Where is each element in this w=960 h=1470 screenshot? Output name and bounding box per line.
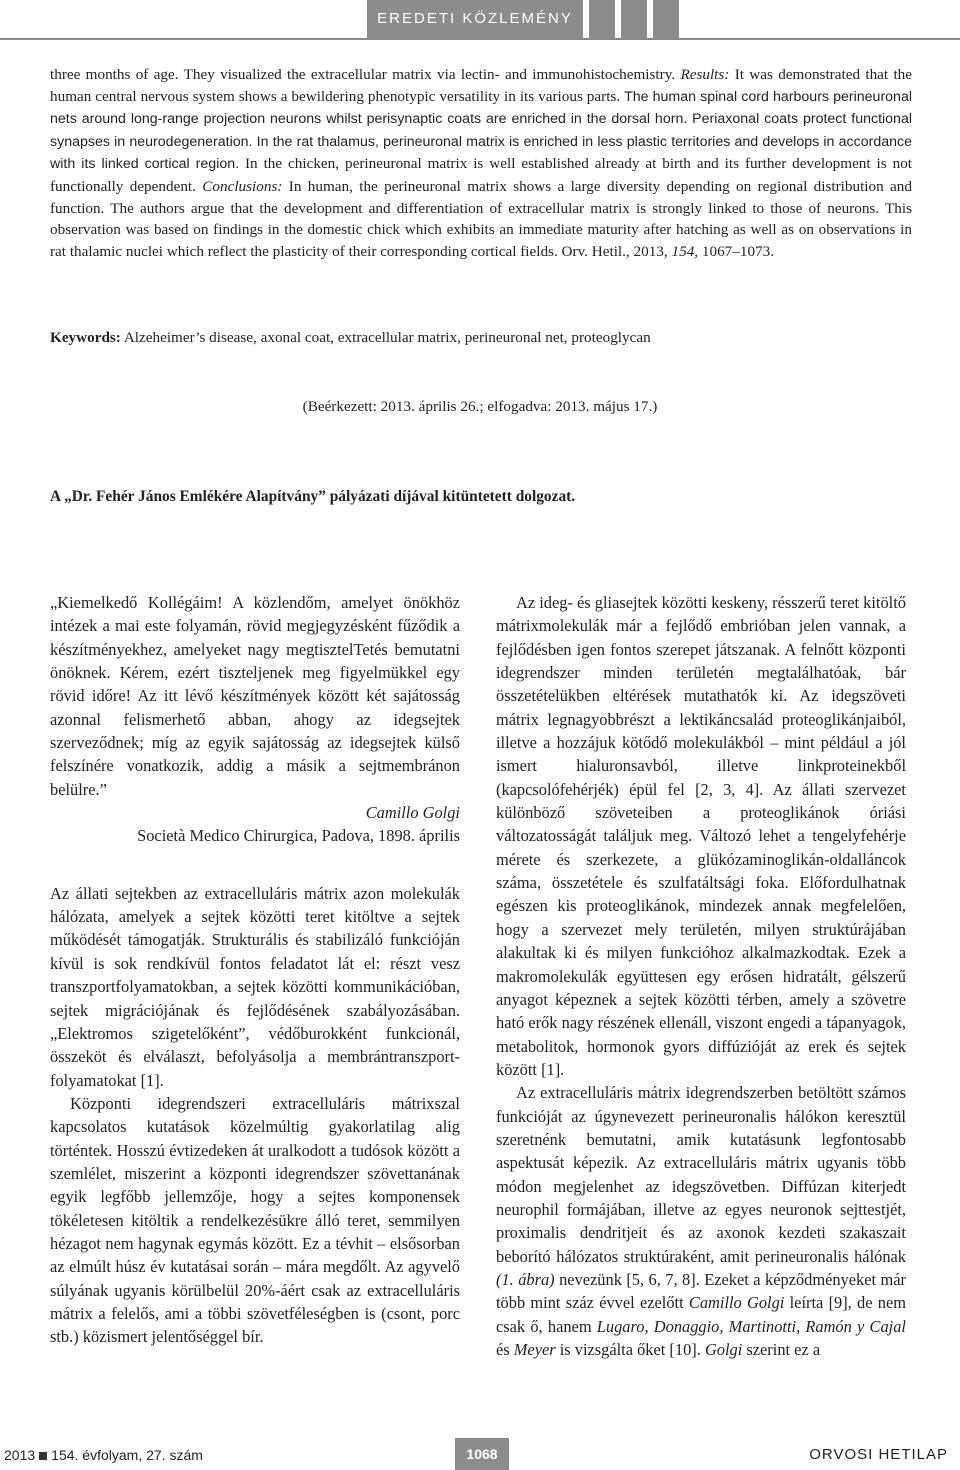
keywords: [50, 327, 912, 348]
person-name: Golgi: [704, 1340, 743, 1359]
section-label: EREDETI KÖZLEMÉNY: [367, 0, 583, 38]
header-decor-block: [589, 0, 615, 38]
page-number: 1068: [455, 1438, 509, 1470]
body-paragraph: Az állati sejtekben az extracelluláris mátrix azon molekulák hálózata, amelyek a sejtek közötti teret kitöltve a sejtek működését támogatják. Strukturális és stabilizáló funkcióján kívül is sok rendkívül fontos feladatot lát el: részt vesz transzportfolyamatokban, a sejtek közötti kommunikációban, sejtek migrációjának és fejlődésének szabályozásában. „Elektromos szigetelőként”, védőburokként funkcionál, összeköt és elválaszt, befolyásolja a membrántranszport-folyamatokat [1].: [50, 883, 460, 1090]
body-paragraph: [496, 1081, 906, 1361]
results-label: Results:: [680, 66, 730, 83]
conclusions-label: Conclusions:: [202, 177, 283, 195]
body-paragraph: Az ideg- és gliasejtek közötti keskeny, résszerű teret kitöltő mátrixmolekulák már a fejlődő embrióban jelen vannak, a fejlődésben igen fontos szerepet játszanak. A felnőtt központi idegrendszer minden területén megtalálhatóak, bár összetételükben eltérések mutathatók ki. Az idegszöveti mátrix legnagyobbrészt a lektikáncsalád proteoglikánjaiból, illetve a hozzájuk kötődő molekulákból – mint például a jól ismert hialuronsavból, illetve linkproteinekből (kapcsolófehérjék) épül fel [2, 3, 4]. Az állati szervezet különböző szöveteiben a proteoglikánok óriási változatosságát találjuk meg. Változó lehet a tengelyfehérje mérete és szerkezete, a glükózaminoglikán-oldalláncok száma, összetétele és szulfatáltsági foka. Előfordulhatnak egészen kis proteoglikánok, mindezek annak megfelelően, hogy a szervezet mely területén, milyen struktúrájában alakultak ki és milyen funkcióhoz alkalmazkodtak. Ezek a makromolekulák együttesen egy erősen hidratált, gélszerű anyagot képeznek a sejtek közötti térben, amely a szövetre ható erők nagy részének ellenáll, viszont engedi a tápanyagok, metabolitok, hormonok gyors diffúzióját az erek és sejtek között [1].: [496, 593, 906, 1079]
abstract-part: three months of age. They visualized the extracellular matrix via lectin- and immunohistochemistry.: [50, 66, 681, 83]
left-column: [50, 591, 460, 1349]
running-header: [0, 0, 960, 40]
header-rule: [0, 38, 960, 40]
citation-pages: 1067–1073.: [698, 242, 775, 260]
text-run: nevezünk [5, 6, 7, 8]. Ezeket a képződményeket már több mint száz évvel ezelőtt: [496, 1269, 906, 1313]
abstract-part: It was demonstrated that the human central nervous system shows a bewildering phenotypic versatility in its various parts.: [50, 66, 912, 105]
person-name: Camillo Golgi: [688, 1293, 785, 1313]
text-run: Az extracelluláris mátrix idegrendszerben betöltött számos funkcióját az úgynevezett perineuronalis hálókon keresztül szeretnénk bemutatni, amik kutatásunk legfontosabb aspektusát képezik. Az extracelluláris mátrix ugyanis több módon megjelenhet az idegszövetben. Diffúzan kiterjedt neurophil formájában, illetve az egyes neuronok sejttestjét, proximalis dendritjeit és az axonok kezdeti szakaszait beborító hálózatos struktúraként, amit perineuronalis hálónak: [496, 1083, 906, 1266]
footer-issue: 154. évfolyam, 27. szám: [51, 1447, 203, 1463]
person-name: Meyer: [513, 1340, 556, 1359]
received-dates: (Beérkezett: 2013. április 26.; elfogadva: 2013. május 17.): [302, 398, 658, 415]
figure-reference: (1. ábra): [496, 1269, 555, 1289]
text-run: és: [496, 1340, 514, 1359]
keywords-text: Alzeheimer’s disease, axonal coat, extracellular matrix, perineuronal net, proteoglycan: [120, 329, 651, 346]
journal-name: ORVOSI HETILAP: [809, 1446, 948, 1463]
body-paragraph: Központi idegrendszeri extracelluláris mátrixszal kapcsolatos kutatások közelmúltig gyakorlatilag alig történtek. Hosszú évtizedeken át uralkodott a tudósok között a szemlélet, miszerint a központi idegrendszer szövettanának egyik legfőbb jellemzője, hogy a sejtes komponensek tökéletesen kitöltik a rendelkezésükre álló teret, semmilyen hézagot nem hagynak egymás között. Ez a tévhit – elsősorban az elmúlt húsz év kutatásai során – mára megdőlt. Az agyvelő súlyának ugyanis körülbelül 20%-áért csak az extracelluláris mátrix a felelős, ami a többi szövetféleségben is (csont, porc stb.) közismert jelentőséggel bír.: [50, 1093, 460, 1347]
quote-author: Camillo Golgi: [365, 803, 460, 823]
person-names: Lugaro, Donaggio, Martinotti, Ramón y Cajal: [596, 1316, 906, 1336]
text-run: szerint ez a: [742, 1340, 821, 1359]
abstract-part: In the chicken, perineuronal matrix is well established already at birth and its further development is not functionally dependent.: [50, 155, 913, 195]
golgi-quote: „Kiemelkedő Kollégáim! A közlendőm, amelyet önökhöz intézek a mai este folyamán, rövid megjegyzésként fűződik a készítményekhez, amelyeket nagy megtisztelTetés bemutatni önöknek. Kérem, ezért tiszteljenek meg figyelmükkel egy rövid időre! Az itt lévő készítmények között két sajátosság azonnal felismerhető abban, ahogy az idegsejtek szerveződnek; míg az egyik sajátosság az idegsejtek külső felszínére vonatkozik, addig a másik a sejtmembránon belülre.”: [50, 593, 460, 799]
text-run: leírta [9], de nem csak ő, hanem: [496, 1293, 907, 1336]
spacer: [50, 848, 460, 882]
square-bullet-icon: [39, 1452, 47, 1460]
keywords-label: Keywords:: [50, 329, 121, 346]
right-column: [496, 591, 906, 1361]
header-decor-block: [653, 0, 679, 38]
award-note: A „Dr. Fehér János Emlékére Alapítvány” pályázati díjával kitüntetett dolgozat.: [50, 488, 576, 505]
abstract-part: In human, the perineuronal matrix shows a large diversity depending on regional distribution and function. The authors argue that the development and differentiation of extracellular matrix is strongly linked to those of neurons. This observation was based on findings in the domestic chick which exhibits an immediate maturity after hatching as well as on observations in rat thalamic nuclei which reflect the plasticity of their corresponding cortical fields. Orv. Hetil., 2013,: [50, 177, 912, 260]
text-run: is vizsgálta őket [10].: [555, 1340, 705, 1359]
citation-volume: 154,: [671, 242, 699, 260]
quote-source: Società Medico Chirurgica, Padova, 1898. április: [137, 826, 460, 846]
abstract-text: [50, 64, 912, 262]
abstract-part: The human spinal cord harbours perineuronal nets around long-range projection neurons whilst perisynaptic coats are enriched in the dorsal horn. Periaxonal coats protect functional synapses in neurodegeneration. In the rat thalamus, perineuronal matrix is enriched in less plastic territories and develops in accordance with its linked cortical region.: [50, 88, 912, 173]
footer-issue-info: [0, 1440, 203, 1470]
header-decor-block: [621, 0, 647, 38]
footer-year: 2013: [4, 1447, 36, 1463]
